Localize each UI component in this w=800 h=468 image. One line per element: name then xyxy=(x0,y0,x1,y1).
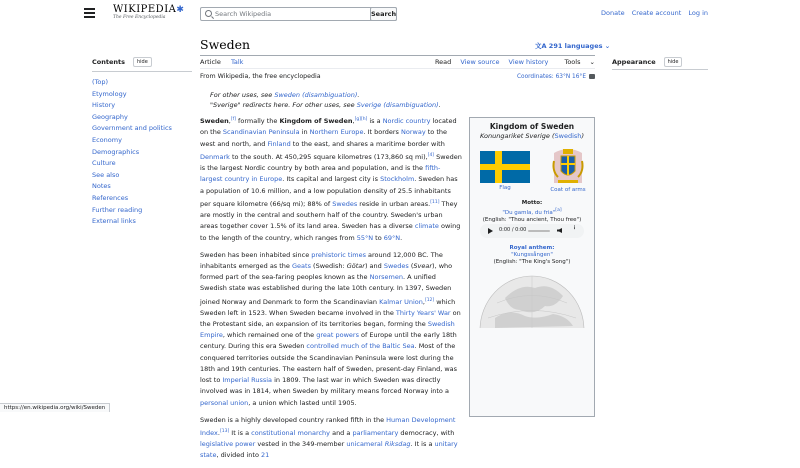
toc-item-government[interactable]: Government and politics xyxy=(92,124,172,133)
flag-caption[interactable]: Flag xyxy=(499,185,511,191)
audio-player xyxy=(480,224,584,238)
divider xyxy=(92,71,192,72)
chevron-down-icon: ⌄ xyxy=(602,42,611,50)
create-account-link[interactable]: Create account xyxy=(631,9,682,17)
infobox-native-name: Konungariket Sverige (Swedish) xyxy=(480,132,584,140)
coat-of-arms-caption[interactable]: Coat of arms xyxy=(550,187,586,193)
appearance-title: Appearance xyxy=(612,58,656,66)
hatnote-text: "Sverige" redirects here. For other uses, see xyxy=(210,101,357,109)
hatnote-text: For other uses, see xyxy=(210,91,275,99)
audio-progress-bar[interactable] xyxy=(528,230,550,232)
anthem-translation: (English: "The King's Song") xyxy=(493,259,571,265)
toc-item-notes[interactable]: Notes xyxy=(92,182,111,191)
audio-time: 0:00 / 0:00 xyxy=(499,227,527,233)
toc-item-see-also[interactable]: See also xyxy=(92,170,120,179)
toc-item-economy[interactable]: Economy xyxy=(92,135,122,144)
tab-view-history[interactable]: View history xyxy=(508,58,549,66)
anthem-link[interactable]: "Kungssången" xyxy=(511,252,553,258)
toc-header xyxy=(92,57,192,67)
site-header xyxy=(0,0,800,28)
table-of-contents xyxy=(92,57,192,228)
hatnote xyxy=(210,91,359,99)
toc-item-demographics[interactable]: Demographics xyxy=(92,147,140,156)
coordinates-link[interactable] xyxy=(517,73,595,80)
tab-read[interactable]: Read xyxy=(435,58,451,69)
motto-footnote[interactable]: [a] xyxy=(555,208,562,213)
search-icon xyxy=(205,10,212,17)
play-icon[interactable] xyxy=(488,228,493,234)
motto-label: Motto: xyxy=(521,200,543,206)
wikipedia-tagline: The Free Encyclopedia xyxy=(113,15,166,20)
native-name-text: Konungariket Sverige xyxy=(480,132,550,140)
motto-section xyxy=(470,200,594,224)
appearance-hide-button[interactable]: hide xyxy=(664,57,683,67)
location-map-image[interactable] xyxy=(475,268,590,328)
user-links xyxy=(596,9,708,17)
view-tabs xyxy=(428,58,595,66)
toc-item-geography[interactable]: Geography xyxy=(92,112,128,121)
tab-talk[interactable]: Talk xyxy=(230,58,244,66)
divider xyxy=(200,68,595,69)
native-language-link[interactable]: Swedish xyxy=(554,132,582,140)
main-menu-icon[interactable] xyxy=(84,8,95,18)
article-body xyxy=(200,114,462,468)
more-options-icon[interactable]: ⋮ xyxy=(572,225,576,231)
chevron-down-icon: ⌄ xyxy=(587,58,595,66)
paragraph-history: Sweden has been inhabited since prehistoric times around 12,000 BC. The inhabitants emerged as the Geats (Swedish: Götar) and Swedes (Svear), who formed part of the sea-faring peoples known as the Norsemen. A unified Swedish state was established during the late 10th century. In 1397, Sweden joined Norway and Denmark to form the Scandinavian Kalmar Union,[12] which Sweden left in 1523. When Sweden became involved in the Thirty Years' War on the Protestant side, an expansion of its territories began, forming the Swedish Empire, which remained one of the great powers of Europe until the early 18th century. During this era Sweden controlled much of the Baltic Sea. Most of the conquered territories outside the Scandinavian Peninsula were lost during the 18th and 19th centuries. The eastern half of Sweden, present-day Finland, was lost to Imperial Russia in 1809. The last war in which Sweden was directly involved was in 1814, when Sweden by military means forced Norway into a personal union, a union which lasted until 1905. xyxy=(200,250,461,407)
toc-item-further-reading[interactable]: Further reading xyxy=(92,205,143,214)
log-in-link[interactable]: Log in xyxy=(688,9,708,17)
search-box[interactable] xyxy=(200,7,397,21)
coordinates-text: Coordinates: 63°N 16°E xyxy=(517,74,586,80)
motto-link[interactable]: "Du gamla, du fria" xyxy=(502,209,556,216)
paragraph-politics: Sweden is a highly developed country ranked fifth in the Human Development Index.[13] It is a constitutional monarchy and a parliamentary democracy, with legislative power vested in the 349-member unicameral Riksdag. It is a unitary state, divided into 21 xyxy=(200,415,458,460)
volume-icon[interactable] xyxy=(557,228,562,233)
toc-item-history[interactable]: History xyxy=(92,101,116,110)
toc-title: Contents xyxy=(92,58,125,66)
infobox xyxy=(469,117,595,417)
search-input[interactable] xyxy=(215,8,365,20)
toc-item-external-links[interactable]: External links xyxy=(92,217,136,226)
translate-icon: 文A xyxy=(535,42,549,50)
toc-hide-button[interactable]: hide xyxy=(133,57,152,67)
toc-item-culture[interactable]: Culture xyxy=(92,159,116,168)
status-bar-url: https://en.wikipedia.org/wiki/Sweden xyxy=(0,403,110,412)
tab-article[interactable]: Article xyxy=(200,58,221,69)
anthem-section xyxy=(470,245,594,266)
site-subtitle: From Wikipedia, the free encyclopedia xyxy=(200,73,321,80)
divider xyxy=(200,55,595,56)
tools-label: Tools xyxy=(564,58,581,66)
language-button[interactable] xyxy=(535,41,610,50)
coat-of-arms-image[interactable] xyxy=(550,147,586,187)
hatnote-text: . xyxy=(438,101,441,109)
donate-link[interactable]: Donate xyxy=(601,9,625,17)
anthem-label[interactable]: Royal anthem: xyxy=(509,245,555,251)
hatnote-link[interactable]: Sweden (disambiguation) xyxy=(274,91,358,99)
hatnote-link[interactable]: Sverige (disambiguation) xyxy=(356,101,439,109)
wikipedia-wordmark[interactable]: WIKIPEDIA✱ xyxy=(113,4,185,15)
infobox-title: Kingdom of Sweden xyxy=(489,122,575,131)
appearance-panel xyxy=(612,57,682,67)
tools-menu[interactable] xyxy=(557,58,595,66)
lock-icon xyxy=(589,74,595,79)
language-count: 291 languages xyxy=(548,42,603,50)
page-title: Sweden xyxy=(200,37,251,52)
tab-view-source[interactable]: View source xyxy=(460,58,500,66)
toc-item-etymology[interactable]: Etymology xyxy=(92,89,127,98)
hatnote-text: . xyxy=(357,91,360,99)
namespace-tabs xyxy=(200,58,251,66)
toc-item-references[interactable]: References xyxy=(92,193,129,202)
search-button[interactable]: Search xyxy=(370,7,397,21)
paragraph-lead: Sweden,[f] formally the Kingdom of Sweden,[g][h] is a Nordic country located on the Scandinavian Peninsula in Northern Europe. It borders Norway to the west and north, and Finland to the east, and shares a maritime border with Denmark to the south. At 450,295 square kilometres (173,860 sq mi),[4] Sweden is the largest Nordic country by both area and population, and is the fifth-largest country in Europe. Its capital and largest city is Stockholm. Sweden has a population of 10.6 million, and a low population density of 25.5 inhabitants per square kilometre (66/sq mi); 88% of Swedes reside in urban areas.[11] They are mostly in the central and southern half of the country. Sweden's urban areas together cover 1.5% of its land area. Sweden has a diverse climate owing to the length of the country, which ranges from 55°N to 69°N. xyxy=(200,117,462,242)
motto-translation: (English: "Thou ancient, Thou free") xyxy=(482,216,582,223)
toc-item-top[interactable]: (Top) xyxy=(92,78,109,86)
flag-image[interactable] xyxy=(480,151,530,183)
hatnote xyxy=(210,101,441,109)
divider xyxy=(612,69,708,70)
